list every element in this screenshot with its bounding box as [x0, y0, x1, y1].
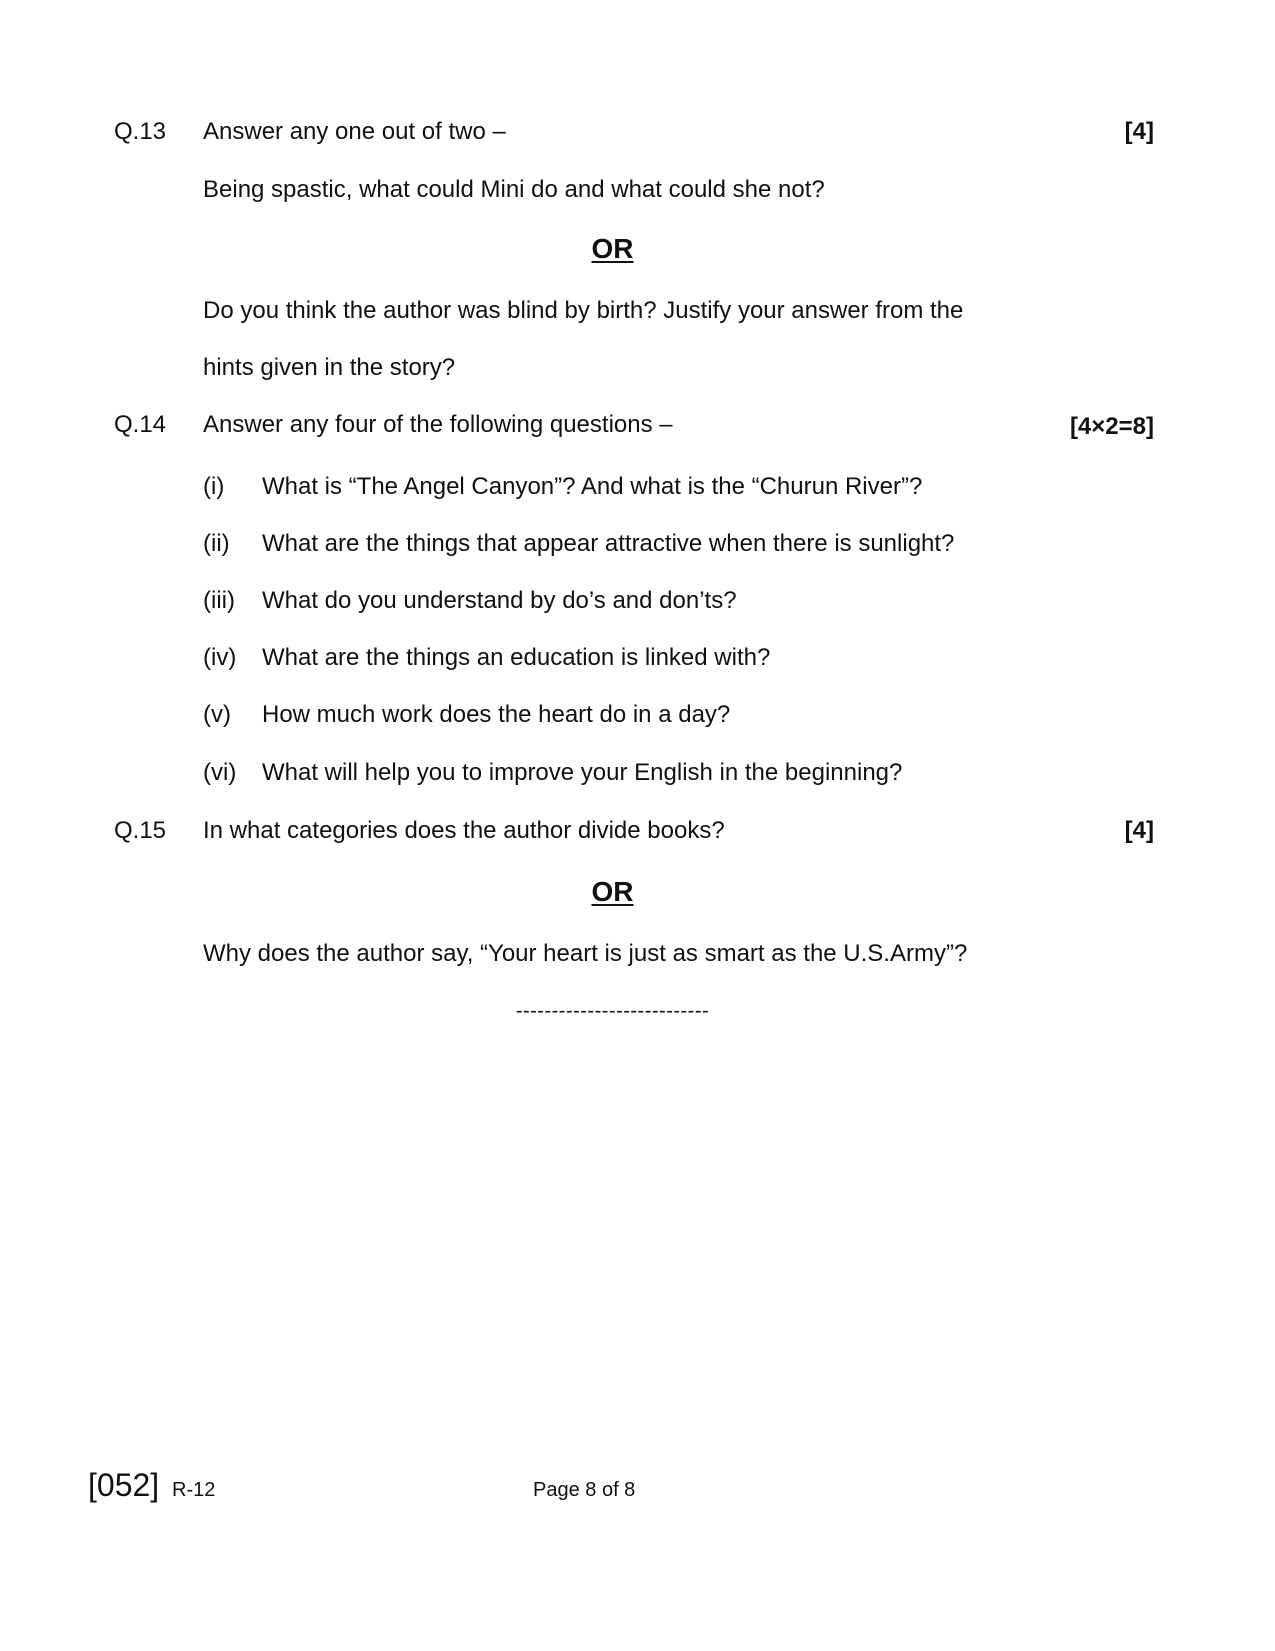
q13-option-a: Being spastic, what could Mini do and what could she not? — [203, 176, 825, 203]
q14-item-text: What do you understand by do’s and don’ts? — [262, 587, 737, 614]
q15-prompt: In what categories does the author divide books? — [203, 817, 725, 844]
q14-prompt: Answer any four of the following questions – — [203, 411, 673, 438]
q15-option-b: Why does the author say, “Your heart is just as smart as the U.S.Army”? — [203, 940, 968, 967]
q14-item-number: (iii) — [203, 587, 235, 614]
footer-page-number: Page 8 of 8 — [533, 1479, 636, 1501]
q14-marks: [4×2=8] — [1069, 413, 1154, 440]
q14-item-text: What will help you to improve your English in the beginning? — [262, 759, 903, 786]
footer-paper-code: [052] — [88, 1467, 160, 1503]
q14-item-text: What are the things an education is linked with? — [262, 644, 771, 671]
q14-item-number: (i) — [203, 473, 225, 500]
q13-marks: [4] — [1124, 118, 1154, 145]
q14-item-number: (iv) — [203, 644, 237, 671]
q13-prompt: Answer any one out of two – — [203, 118, 506, 145]
q13-or-label: OR — [591, 233, 634, 264]
q14-item-number: (v) — [203, 701, 231, 728]
q13-option-b-line1: Do you think the author was blind by birth? Justify your answer from the — [203, 297, 964, 324]
q14-number: Q.14 — [114, 411, 167, 438]
q14-item-number: (ii) — [203, 530, 230, 557]
q14-item-text: How much work does the heart do in a day? — [262, 701, 731, 728]
q15-number: Q.15 — [114, 817, 167, 844]
q14-item-text: What are the things that appear attractive when there is sunlight? — [262, 530, 955, 557]
q13-option-b-line2: hints given in the story? — [203, 354, 456, 381]
q14-item-number: (vi) — [203, 759, 237, 786]
q13-number: Q.13 — [114, 118, 167, 145]
end-of-paper-rule: --------------------------- — [515, 1000, 710, 1022]
q14-item-text: What is “The Angel Canyon”? And what is the “Churun River”? — [262, 473, 923, 500]
q15-marks: [4] — [1124, 817, 1154, 844]
footer-series: R-12 — [172, 1479, 216, 1501]
q15-or-label: OR — [591, 876, 634, 907]
